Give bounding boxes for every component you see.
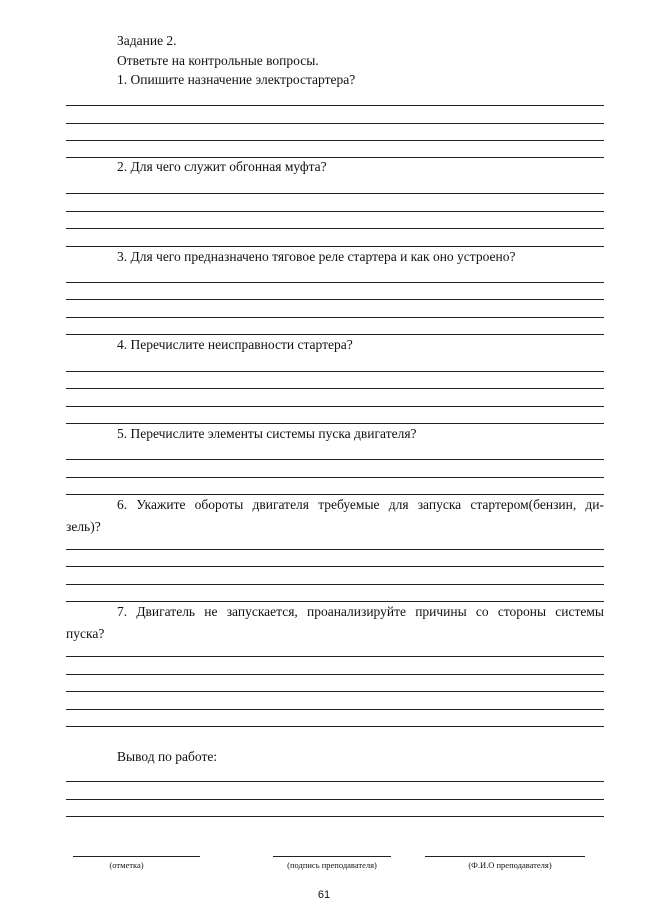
answer-line[interactable] (66, 299, 604, 300)
answer-line[interactable] (66, 549, 604, 550)
mark-caption: (отметка) (109, 860, 144, 870)
teacher-name-caption: (Ф.И.О преподавателя) (468, 860, 552, 870)
answer-line[interactable] (66, 228, 604, 229)
task-title: Задание 2. (117, 33, 177, 48)
answer-line[interactable] (66, 691, 604, 692)
answer-line[interactable] (66, 123, 604, 124)
question-2: 2. Для чего служит обгонная муфта? (117, 159, 327, 174)
teacher-name-line[interactable] (425, 856, 585, 857)
question-6-line-1: 6. Укажите обороты двигателя требуемые для запуска стартером(бензин, ди- (117, 497, 604, 512)
answer-line[interactable] (66, 423, 604, 424)
answer-line[interactable] (66, 816, 604, 817)
answer-line[interactable] (66, 709, 604, 710)
question-3: 3. Для чего предназначено тяговое реле стартера и как оно устроено? (117, 249, 516, 264)
answer-line[interactable] (66, 317, 604, 318)
answer-line[interactable] (66, 799, 604, 800)
answer-line[interactable] (66, 566, 604, 567)
task-instruction: Ответьте на контрольные вопросы. (117, 53, 319, 68)
answer-line[interactable] (66, 388, 604, 389)
answer-line[interactable] (66, 371, 604, 372)
teacher-signature-caption: (подпись преподавателя) (287, 860, 377, 870)
conclusion-label: Вывод по работе: (117, 749, 218, 764)
answer-line[interactable] (66, 406, 604, 407)
question-5: 5. Перечислите элементы системы пуска двигателя? (117, 426, 417, 441)
answer-line[interactable] (66, 105, 604, 106)
answer-line[interactable] (66, 674, 604, 675)
question-6-line-2: зель)? (66, 519, 101, 534)
answer-line[interactable] (66, 477, 604, 478)
page-number: 61 (317, 889, 331, 901)
question-7-line-2: пуска? (66, 626, 105, 641)
question-7 (66, 601, 604, 645)
answer-line[interactable] (66, 781, 604, 782)
question-7-line-1: 7. Двигатель не запускается, проанализируйте причины со стороны системы (117, 604, 604, 619)
answer-line[interactable] (66, 211, 604, 212)
answer-line[interactable] (66, 334, 604, 335)
answer-line[interactable] (66, 246, 604, 247)
answer-line[interactable] (66, 282, 604, 283)
answer-line[interactable] (66, 193, 604, 194)
question-1: 1. Опишите назначение электростартера? (117, 72, 356, 87)
answer-line[interactable] (66, 140, 604, 141)
question-6 (66, 494, 604, 538)
answer-line[interactable] (66, 459, 604, 460)
question-4: 4. Перечислите неисправности стартера? (117, 337, 353, 352)
answer-line[interactable] (66, 656, 604, 657)
mark-line[interactable] (73, 856, 200, 857)
answer-line[interactable] (66, 584, 604, 585)
answer-line[interactable] (66, 726, 604, 727)
teacher-signature-line[interactable] (273, 856, 391, 857)
